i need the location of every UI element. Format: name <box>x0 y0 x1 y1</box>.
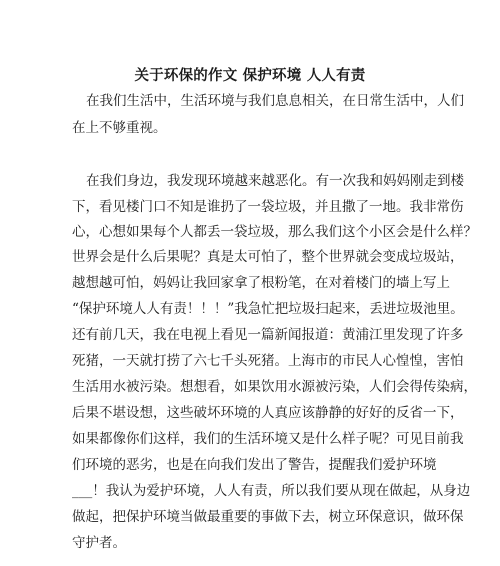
paragraph-line: 在我们生活中，生活环境与我们息息相关，在日常生活中，人们 <box>86 93 464 109</box>
paragraph-line: 下，看见楼门口不知是谁扔了一袋垃圾，并且撒了一地。我非常伤 <box>72 199 464 215</box>
paragraph-line: 在我们身边，我发现环境越来越恶化。有一次我和妈妈刚走到楼 <box>86 173 464 189</box>
paragraph-line: 们环境的恶劣，也是在向我们发出了警告，提醒我们爱护环境 <box>72 457 437 473</box>
paragraph-line: “保护环境人人有责！！！”我急忙把垃圾扫起来，丢进垃圾池里。 <box>72 301 464 317</box>
paragraph-line: 心，心想如果每个人都丢一袋垃圾，那么我们这个小区会是什么样？ <box>72 224 477 240</box>
paragraph-line: 世界会是什么后果呢？真是太可怕了，整个世界就会变成垃圾站， <box>72 249 464 265</box>
paragraph-line: 做起，把保护环境当做最重要的事做下去，树立环保意识，做环保 <box>72 509 464 525</box>
paragraph-line: 在上不够重视。 <box>72 120 167 136</box>
document-title: 关于环保的作文 保护环境 人人有责 <box>134 67 366 84</box>
paragraph-line: 死猪，一天就打捞了六七千头死猪。上海市的市民人心惶惶，害怕 <box>72 353 464 369</box>
paragraph-line: 如果都像你们这样，我们的生活环境又是什么样子呢？可见目前我 <box>72 431 464 447</box>
paragraph-line: 守护者。 <box>72 535 126 551</box>
paragraph-line: 生活用水被污染。想想看，如果饮用水源被污染，人们会得传染病， <box>72 379 477 395</box>
paragraph-line: ___！我认为爱护环境，人人有责，所以我们要从现在做起，从身边 <box>72 483 471 499</box>
paragraph-line: 后果不堪设想，这些破坏环境的人真应该静静的好好的反省一下， <box>72 405 464 421</box>
paragraph-line: 还有前几天，我在电视上看见一篇新闻报道：黄浦江里发现了许多 <box>72 327 464 343</box>
paragraph-line: 越想越可怕，妈妈让我回家拿了根粉笔，在对着楼门的墙上写上 <box>72 275 450 291</box>
